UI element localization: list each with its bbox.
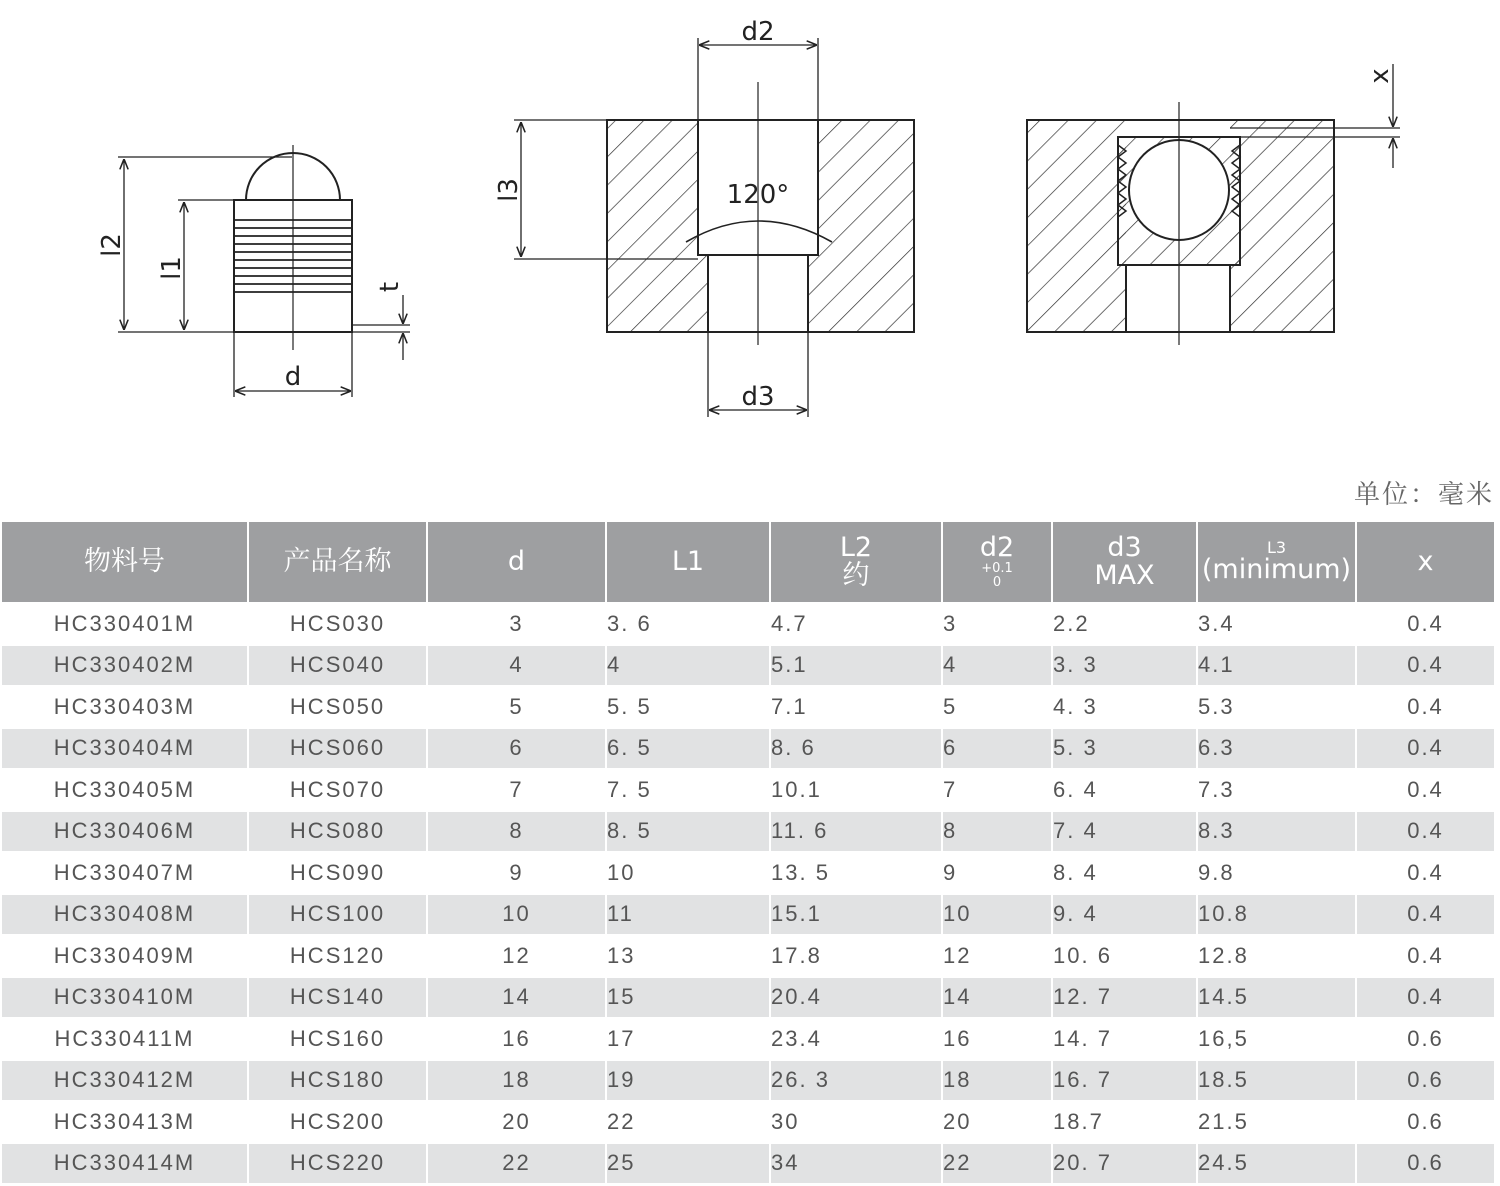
header-d2: d2 +0.1 0: [943, 522, 1053, 602]
label-t: t: [375, 281, 405, 293]
cell-d: 10: [428, 893, 607, 935]
spec-table: [2, 522, 1494, 1183]
cell-l2: 23.4: [771, 1017, 943, 1059]
table-row: [2, 685, 1494, 727]
cell-l1: 15: [607, 976, 771, 1018]
installed-drawing: [1027, 64, 1400, 345]
table-row: [2, 976, 1494, 1018]
cell-x: 0.6: [1357, 1100, 1494, 1142]
cell-l3: 14.5: [1198, 976, 1357, 1018]
cell-d2: 5: [943, 685, 1053, 727]
cell-l1: 3. 6: [607, 602, 771, 644]
cell-product-name: HCS180: [249, 1059, 428, 1101]
cell-d: 22: [428, 1142, 607, 1184]
label-d: d: [284, 362, 302, 392]
cell-d3: 14. 7: [1053, 1017, 1198, 1059]
cell-d2: 7: [943, 768, 1053, 810]
header-part-no: 物料号: [2, 522, 249, 602]
cell-d3: 18.7: [1053, 1100, 1198, 1142]
cell-l1: 11: [607, 893, 771, 935]
cell-x: 0.4: [1357, 810, 1494, 852]
table-row: [2, 893, 1494, 935]
cell-part-no: HC330409M: [2, 934, 249, 976]
cell-l2: 34: [771, 1142, 943, 1184]
cell-x: 0.4: [1357, 976, 1494, 1018]
cell-l2: 7.1: [771, 685, 943, 727]
cell-l2: 13. 5: [771, 851, 943, 893]
cell-product-name: HCS070: [249, 768, 428, 810]
cell-d2: 3: [943, 602, 1053, 644]
header-x: x: [1357, 522, 1494, 602]
label-d2: d2: [741, 17, 775, 47]
cell-part-no: HC330405M: [2, 768, 249, 810]
cell-d: 9: [428, 851, 607, 893]
cell-l1: 5. 5: [607, 685, 771, 727]
cell-product-name: HCS090: [249, 851, 428, 893]
cell-d3: 16. 7: [1053, 1059, 1198, 1101]
cell-part-no: HC330410M: [2, 976, 249, 1018]
cell-d3: 6. 4: [1053, 768, 1198, 810]
cell-l1: 22: [607, 1100, 771, 1142]
cell-part-no: HC330401M: [2, 602, 249, 644]
table-row: [2, 934, 1494, 976]
cell-l1: 13: [607, 934, 771, 976]
cell-part-no: HC330411M: [2, 1017, 249, 1059]
table-row: [2, 1017, 1494, 1059]
table-row: [2, 810, 1494, 852]
cell-d: 14: [428, 976, 607, 1018]
table-row: [2, 851, 1494, 893]
cell-l1: 25: [607, 1142, 771, 1184]
label-d3: d3: [741, 382, 775, 412]
table-row: [2, 1100, 1494, 1142]
cell-product-name: HCS030: [249, 602, 428, 644]
header-d3: d3 MAX: [1053, 522, 1198, 602]
cell-d3: 2.2: [1053, 602, 1198, 644]
cell-d2: 6: [943, 727, 1053, 769]
cell-d2: 8: [943, 810, 1053, 852]
cell-x: 0.6: [1357, 1017, 1494, 1059]
cell-l2: 20.4: [771, 976, 943, 1018]
cell-l2: 11. 6: [771, 810, 943, 852]
cell-d2: 22: [943, 1142, 1053, 1184]
cell-l2: 8. 6: [771, 727, 943, 769]
cell-d: 7: [428, 768, 607, 810]
cell-l2: 30: [771, 1100, 943, 1142]
cell-part-no: HC330407M: [2, 851, 249, 893]
cell-l1: 17: [607, 1017, 771, 1059]
cell-l3: 24.5: [1198, 1142, 1357, 1184]
cell-part-no: HC330403M: [2, 685, 249, 727]
cell-x: 0.4: [1357, 602, 1494, 644]
cell-product-name: HCS140: [249, 976, 428, 1018]
label-x: x: [1365, 68, 1395, 84]
cell-x: 0.4: [1357, 768, 1494, 810]
cell-d: 8: [428, 810, 607, 852]
cell-d2: 14: [943, 976, 1053, 1018]
cell-l2: 10.1: [771, 768, 943, 810]
table-row: [2, 1142, 1494, 1184]
technical-drawings: [0, 0, 1500, 470]
cell-d: 18: [428, 1059, 607, 1101]
cell-d: 6: [428, 727, 607, 769]
cell-l1: 19: [607, 1059, 771, 1101]
label-l2: l2: [97, 233, 127, 257]
hole-drawing: [514, 38, 914, 417]
cell-l3: 3.4: [1198, 602, 1357, 644]
cell-l3: 8.3: [1198, 810, 1357, 852]
cell-x: 0.4: [1357, 727, 1494, 769]
cell-d3: 3. 3: [1053, 644, 1198, 686]
cell-product-name: HCS160: [249, 1017, 428, 1059]
header-product-name: 产品名称: [249, 522, 428, 602]
cell-l3: 5.3: [1198, 685, 1357, 727]
cell-part-no: HC330414M: [2, 1142, 249, 1184]
cell-d3: 5. 3: [1053, 727, 1198, 769]
cell-d2: 20: [943, 1100, 1053, 1142]
cell-x: 0.4: [1357, 685, 1494, 727]
cell-l3: 6.3: [1198, 727, 1357, 769]
cell-part-no: HC330408M: [2, 893, 249, 935]
cell-d: 20: [428, 1100, 607, 1142]
cell-x: 0.4: [1357, 893, 1494, 935]
cell-x: 0.6: [1357, 1142, 1494, 1184]
cell-l3: 21.5: [1198, 1100, 1357, 1142]
cell-d3: 8. 4: [1053, 851, 1198, 893]
cell-d3: 4. 3: [1053, 685, 1198, 727]
cell-l2: 26. 3: [771, 1059, 943, 1101]
cell-d2: 16: [943, 1017, 1053, 1059]
header-d: d: [428, 522, 607, 602]
cell-x: 0.4: [1357, 851, 1494, 893]
cell-product-name: HCS080: [249, 810, 428, 852]
cell-d2: 18: [943, 1059, 1053, 1101]
table-header-row: [2, 522, 1494, 602]
table-row: [2, 768, 1494, 810]
cell-part-no: HC330406M: [2, 810, 249, 852]
cell-d3: 7. 4: [1053, 810, 1198, 852]
cell-product-name: HCS120: [249, 934, 428, 976]
cell-product-name: HCS100: [249, 893, 428, 935]
cell-part-no: HC330412M: [2, 1059, 249, 1101]
cell-d3: 10. 6: [1053, 934, 1198, 976]
cell-d2: 12: [943, 934, 1053, 976]
cell-l2: 5.1: [771, 644, 943, 686]
table-row: [2, 727, 1494, 769]
cell-l3: 12.8: [1198, 934, 1357, 976]
cell-l1: 7. 5: [607, 768, 771, 810]
cell-l3: 9.8: [1198, 851, 1357, 893]
header-l3: L3 (minimum): [1198, 522, 1357, 602]
cell-x: 0.4: [1357, 644, 1494, 686]
cell-l2: 4.7: [771, 602, 943, 644]
cell-l3: 10.8: [1198, 893, 1357, 935]
cell-l3: 16,5: [1198, 1017, 1357, 1059]
cell-l2: 15.1: [771, 893, 943, 935]
cell-d2: 10: [943, 893, 1053, 935]
cell-product-name: HCS060: [249, 727, 428, 769]
cell-l3: 7.3: [1198, 768, 1357, 810]
cell-d2: 4: [943, 644, 1053, 686]
cell-part-no: HC330402M: [2, 644, 249, 686]
cell-l1: 6. 5: [607, 727, 771, 769]
unit-label: 单位：毫米: [1353, 480, 1494, 510]
table-row: [2, 644, 1494, 686]
cell-d3: 20. 7: [1053, 1142, 1198, 1184]
cell-x: 0.4: [1357, 934, 1494, 976]
cell-l3: 4.1: [1198, 644, 1357, 686]
cell-product-name: HCS200: [249, 1100, 428, 1142]
cell-l2: 17.8: [771, 934, 943, 976]
cell-d: 12: [428, 934, 607, 976]
cell-x: 0.6: [1357, 1059, 1494, 1101]
cell-product-name: HCS040: [249, 644, 428, 686]
header-l1: L1: [607, 522, 771, 602]
table-row: [2, 602, 1494, 644]
cell-d: 16: [428, 1017, 607, 1059]
cell-d2: 9: [943, 851, 1053, 893]
cell-product-name: HCS220: [249, 1142, 428, 1184]
cell-l1: 10: [607, 851, 771, 893]
cell-d: 5: [428, 685, 607, 727]
cell-d: 4: [428, 644, 607, 686]
label-l3: l3: [494, 178, 524, 202]
cell-part-no: HC330404M: [2, 727, 249, 769]
cell-l3: 18.5: [1198, 1059, 1357, 1101]
cell-l1: 8. 5: [607, 810, 771, 852]
cell-d3: 9. 4: [1053, 893, 1198, 935]
label-l1: l1: [157, 256, 187, 280]
table-row: [2, 1059, 1494, 1101]
cell-part-no: HC330413M: [2, 1100, 249, 1142]
label-angle: 120°: [726, 180, 790, 210]
cell-product-name: HCS050: [249, 685, 428, 727]
header-l2: L2 约: [771, 522, 943, 602]
cell-d: 3: [428, 602, 607, 644]
cell-d3: 12. 7: [1053, 976, 1198, 1018]
cell-l1: 4: [607, 644, 771, 686]
